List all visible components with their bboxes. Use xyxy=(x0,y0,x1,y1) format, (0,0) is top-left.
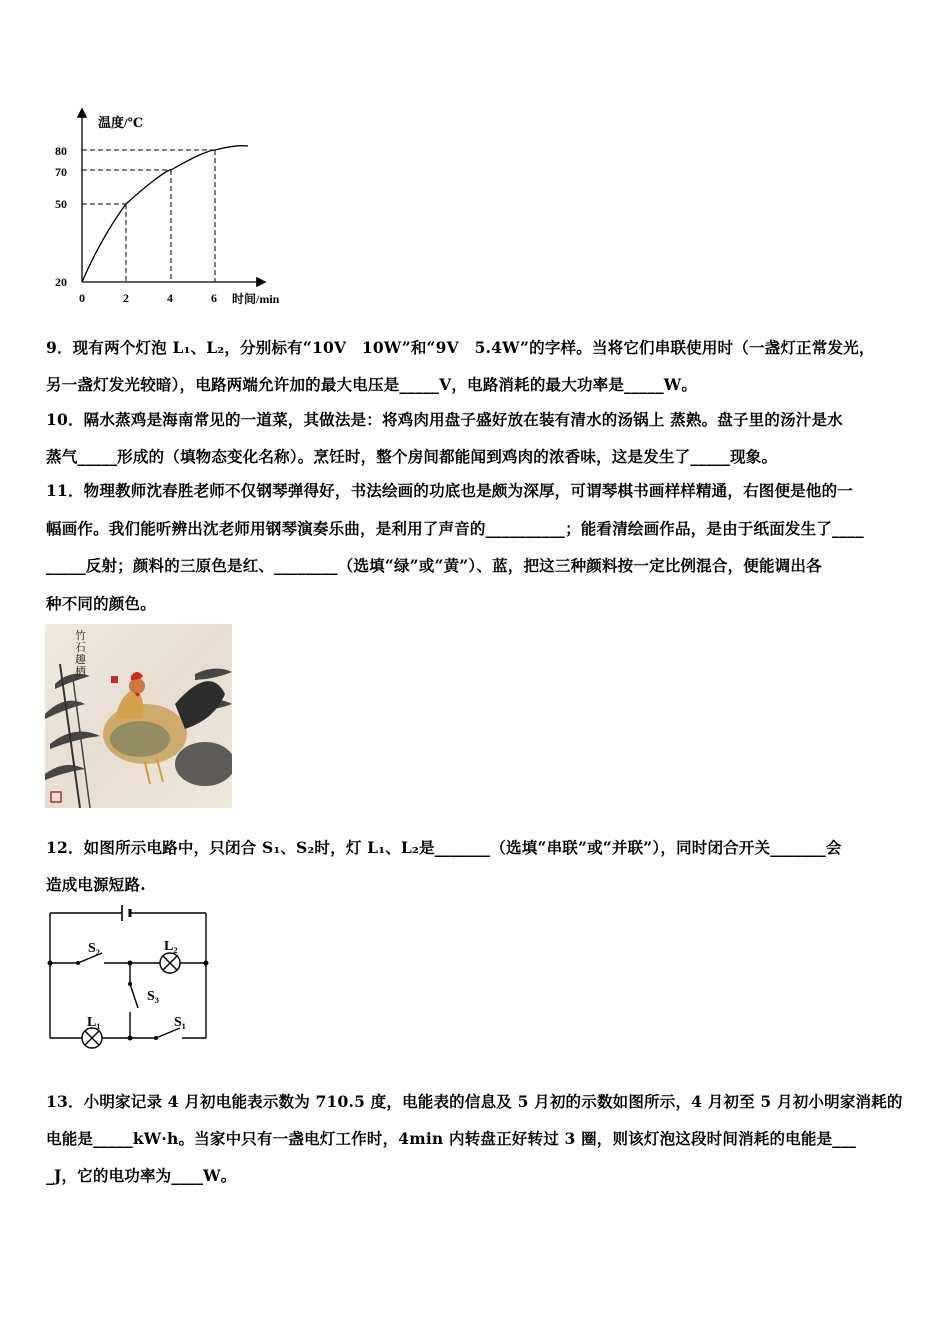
q13-line-2: 电能是_____kW·h。当家中只有一盏电灯工作时，4min 内转盘正好转过 3 圈，则该灯泡这段时间消耗的电能是___ xyxy=(46,1129,857,1148)
q13-line-3: _J，它的电功率为____W。 xyxy=(46,1166,237,1185)
label-s3: S₃ xyxy=(147,989,159,1004)
x-tick-6: 6 xyxy=(211,291,217,305)
y-tick-50: 50 xyxy=(55,197,67,211)
q11-line-1: 11．物理教师沈春胜老师不仅钢琴弹得好，书法绘画的功底也是颇为深厚，可谓琴棋书画样样精通，右图便是他的一 xyxy=(46,481,853,500)
label-l2: L₂ xyxy=(164,939,178,954)
q13-line-1: 13．小明家记录 4 月初电能表示数为 710.5 度，电能表的信息及 5 月初的示数如图所示，4 月初至 5 月初小明家消耗的 xyxy=(46,1092,903,1111)
circuit-diagram xyxy=(40,900,220,1050)
switch-s3 xyxy=(130,984,138,1008)
q10-line-2: 蒸气_____形成的（填物态变化名称）。烹饪时，整个房间都能闻到鸡肉的浓香味，这是发生了_____现象。 xyxy=(46,447,778,466)
painting-inscription: 竹 石 趣 栖 xyxy=(75,629,86,678)
x-tick-2: 2 xyxy=(123,291,129,305)
x-tick-4: 4 xyxy=(167,291,173,305)
x-axis-label: 时间/min xyxy=(232,292,280,306)
y-tick-20: 20 xyxy=(55,275,67,289)
y-tick-80: 80 xyxy=(55,144,67,158)
rooster-painting xyxy=(45,624,232,808)
label-s2: S₂ xyxy=(88,941,100,956)
temperature-curve xyxy=(82,146,248,282)
q11-line-2: 幅画作。我们能听辨出沈老师用钢琴演奏乐曲，是利用了声音的__________；能看清绘画作品，是由于纸面发生了____ xyxy=(46,519,864,538)
temperature-time-graph xyxy=(40,100,310,315)
q10-line-1: 10．隔水蒸鸡是海南常见的一道菜，其做法是：将鸡肉用盘子盛好放在装有清水的汤锅上 蒸熟。盘子里的汤汁是水 xyxy=(46,410,843,429)
y-tick-70: 70 xyxy=(55,165,67,179)
q12-line-1: 12．如图所示电路中，只闭合 S₁、S₂时，灯 L₁、L₂是_______（选填“串联”或“并联”），同时闭合开关_______会 xyxy=(46,838,842,857)
y-axis-label: 温度/℃ xyxy=(98,115,144,130)
q11-line-4: 种不同的颜色。 xyxy=(46,594,156,613)
q12-line-2: 造成电源短路. xyxy=(46,875,146,894)
label-l1: L₁ xyxy=(87,1015,101,1030)
label-s1: S₁ xyxy=(174,1015,186,1030)
q9-line-2: 另一盏灯发光较暗），电路两端允许加的最大电压是_____V，电路消耗的最大功率是_____W。 xyxy=(46,375,698,394)
q11-line-3: _____反射；颜料的三原色是红、________（选填“绿”或“黄”）、蓝，把这三种颜料按一定比例混合，便能调出各 xyxy=(46,556,822,575)
q9-line-1: 9．现有两个灯泡 L₁、L₂，分别标有“10V 10W”和“9V 5.4W”的字样。当将它们串联使用时（一盏灯正常发光， xyxy=(46,338,875,357)
x-tick-0: 0 xyxy=(79,291,85,305)
